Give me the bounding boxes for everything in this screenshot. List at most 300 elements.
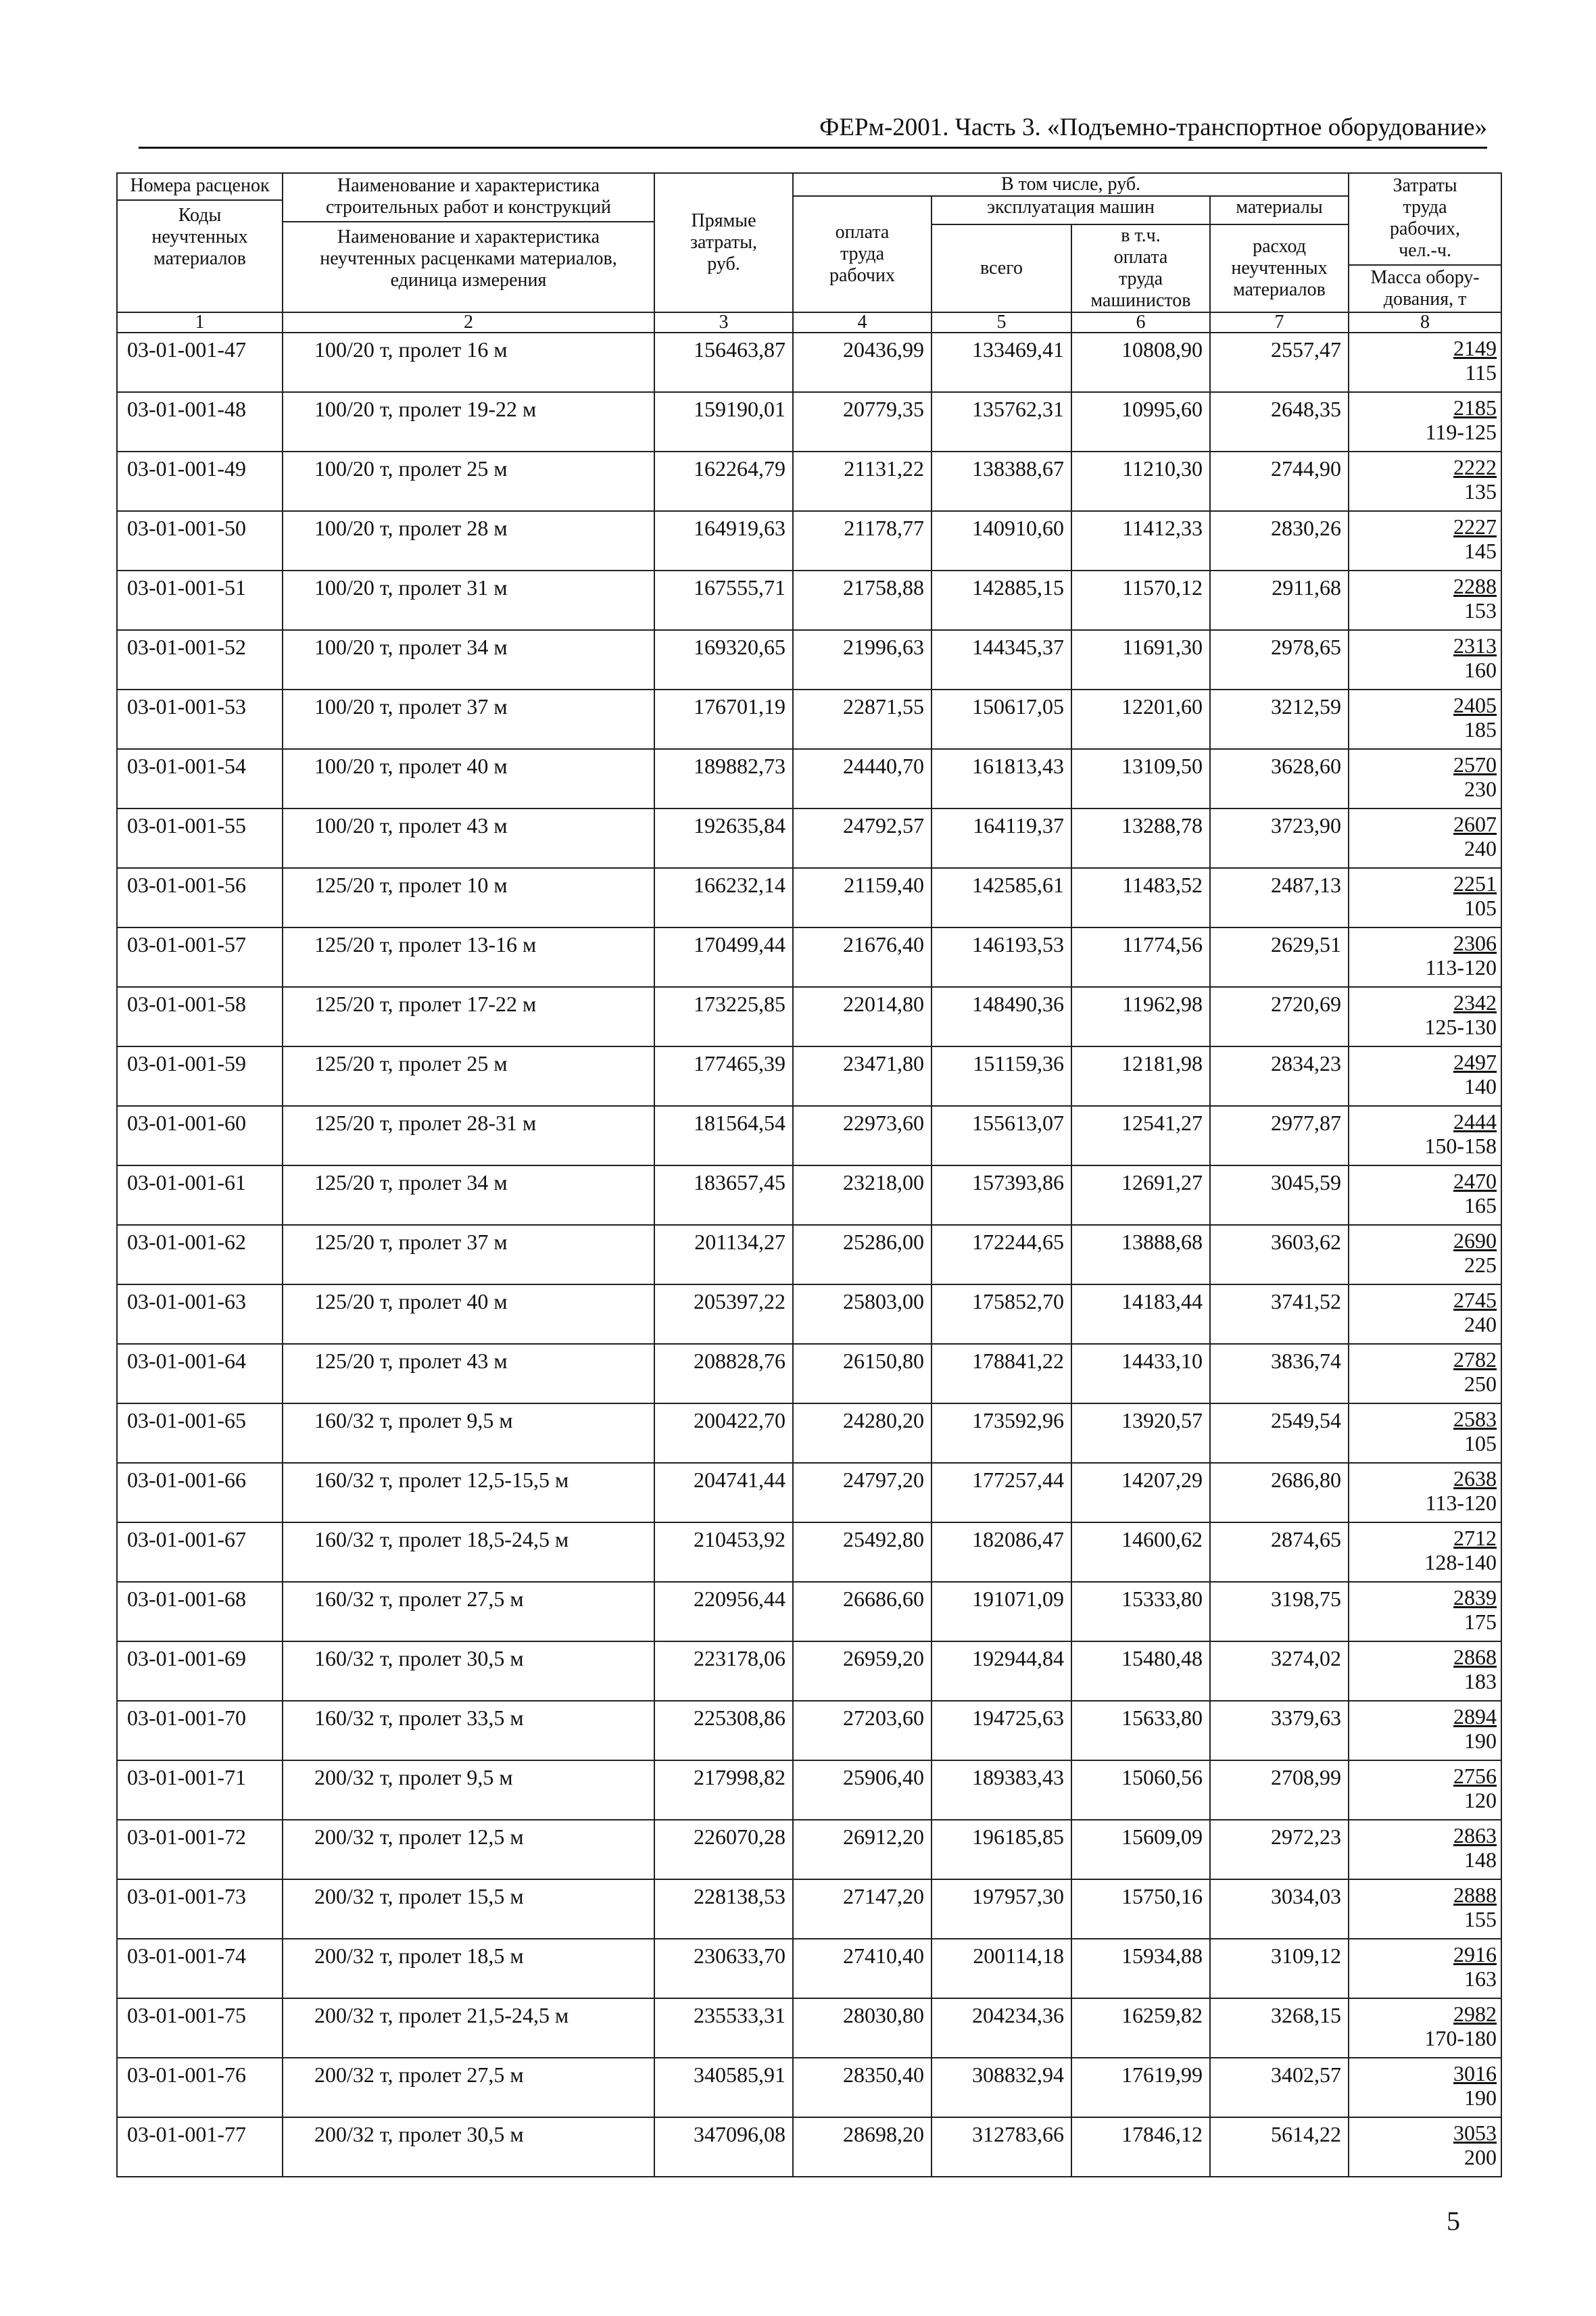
table-row <box>117 690 1501 749</box>
worker-wages: 28350,40 <box>793 2058 932 2117</box>
labor-mass-cell <box>1349 987 1501 1046</box>
header-operator-wages: в т.ч. оплата труда машинистов <box>1071 224 1210 312</box>
rate-name: 125/20 т, пролет 28-31 м <box>283 1106 654 1165</box>
operator-wages: 17619,99 <box>1071 2058 1210 2117</box>
machines-total: 308832,94 <box>932 2058 1071 2117</box>
labor-hours: 2894 <box>1453 1704 1497 1729</box>
rate-name: 200/32 т, пролет 30,5 м <box>283 2117 654 2177</box>
machines-total: 182086,47 <box>932 1522 1071 1582</box>
labor-mass-cell <box>1349 1403 1501 1463</box>
equipment-mass: 113-120 <box>1425 1491 1497 1515</box>
labor-mass-cell <box>1349 749 1501 809</box>
operator-wages: 13288,78 <box>1071 809 1210 868</box>
operator-wages: 15750,16 <box>1071 1879 1210 1939</box>
direct-costs: 162264,79 <box>654 452 793 511</box>
labor-hours: 2313 <box>1453 633 1497 658</box>
machines-total: 177257,44 <box>932 1463 1071 1522</box>
worker-wages: 27203,60 <box>793 1701 932 1760</box>
rate-code: 03-01-001-73 <box>117 1879 283 1939</box>
labor-hours: 2149 <box>1453 336 1497 360</box>
header-labor-costs: Затраты труда рабочих, чел.-ч. <box>1349 174 1501 266</box>
direct-costs: 220956,44 <box>654 1582 793 1641</box>
table-row <box>117 1165 1501 1225</box>
equipment-mass: 148 <box>1464 1848 1497 1872</box>
direct-costs: 156463,87 <box>654 333 793 392</box>
equipment-mass: 240 <box>1464 1312 1497 1336</box>
materials-cost: 5614,22 <box>1210 2117 1349 2177</box>
labor-mass-cell <box>1349 2117 1501 2177</box>
operator-wages: 17846,12 <box>1071 2117 1210 2177</box>
rate-name: 200/32 т, пролет 9,5 м <box>283 1760 654 1820</box>
labor-hours: 3053 <box>1453 2121 1497 2145</box>
materials-cost: 3212,59 <box>1210 690 1349 749</box>
labor-mass-cell <box>1349 1344 1501 1403</box>
header-worker-wages: оплата труда рабочих <box>793 196 932 312</box>
worker-wages: 26686,60 <box>793 1582 932 1641</box>
direct-costs: 217998,82 <box>654 1760 793 1820</box>
operator-wages: 11570,12 <box>1071 571 1210 630</box>
equipment-mass: 105 <box>1464 1431 1497 1455</box>
labor-mass-cell <box>1349 1463 1501 1522</box>
equipment-mass: 128-140 <box>1424 1550 1497 1574</box>
operator-wages: 14183,44 <box>1071 1284 1210 1344</box>
materials-cost: 2557,47 <box>1210 333 1349 392</box>
labor-hours: 2888 <box>1453 1883 1497 1907</box>
machines-total: 151159,36 <box>932 1046 1071 1106</box>
rate-code: 03-01-001-58 <box>117 987 283 1046</box>
rate-code: 03-01-001-49 <box>117 452 283 511</box>
rate-code: 03-01-001-68 <box>117 1582 283 1641</box>
rate-name: 100/20 т, пролет 28 м <box>283 511 654 571</box>
operator-wages: 16259,82 <box>1071 1998 1210 2058</box>
labor-mass-cell <box>1349 1939 1501 1998</box>
equipment-mass: 240 <box>1464 836 1497 861</box>
rate-code: 03-01-001-65 <box>117 1403 283 1463</box>
labor-hours: 2916 <box>1453 1942 1497 1967</box>
table-row <box>117 2117 1501 2177</box>
labor-mass-cell <box>1349 1760 1501 1820</box>
column-number: 1 <box>117 312 283 333</box>
worker-wages: 21131,22 <box>793 452 932 511</box>
operator-wages: 15480,48 <box>1071 1641 1210 1701</box>
equipment-mass: 230 <box>1464 777 1497 801</box>
table-row <box>117 1225 1501 1284</box>
rate-name: 100/20 т, пролет 43 м <box>283 809 654 868</box>
machines-total: 148490,36 <box>932 987 1071 1046</box>
worker-wages: 24440,70 <box>793 749 932 809</box>
header-work-name: Наименование и характеристика строительных работ и конструкций <box>283 174 654 222</box>
materials-cost: 3268,15 <box>1210 1998 1349 2058</box>
equipment-mass: 163 <box>1464 1967 1497 1991</box>
rate-code: 03-01-001-66 <box>117 1463 283 1522</box>
rate-name: 200/32 т, пролет 12,5 м <box>283 1820 654 1879</box>
materials-cost: 3402,57 <box>1210 2058 1349 2117</box>
rate-name: 200/32 т, пролет 27,5 м <box>283 2058 654 2117</box>
labor-hours: 2690 <box>1453 1228 1497 1253</box>
materials-cost: 3723,90 <box>1210 809 1349 868</box>
rate-name: 200/32 т, пролет 21,5-24,5 м <box>283 1998 654 2058</box>
machines-total: 196185,85 <box>932 1820 1071 1879</box>
operator-wages: 14600,62 <box>1071 1522 1210 1582</box>
worker-wages: 26959,20 <box>793 1641 932 1701</box>
header-material-codes: Коды неучтенных материалов <box>151 205 248 269</box>
equipment-mass: 120 <box>1464 1788 1497 1812</box>
labor-mass-cell <box>1349 571 1501 630</box>
labor-mass-cell <box>1349 452 1501 511</box>
table-row <box>117 749 1501 809</box>
worker-wages: 23471,80 <box>793 1046 932 1106</box>
materials-cost: 2648,35 <box>1210 392 1349 452</box>
rate-name: 100/20 т, пролет 16 м <box>283 333 654 392</box>
worker-wages: 27410,40 <box>793 1939 932 1998</box>
worker-wages: 20436,99 <box>793 333 932 392</box>
direct-costs: 177465,39 <box>654 1046 793 1106</box>
equipment-mass: 135 <box>1464 479 1497 504</box>
equipment-mass: 140 <box>1464 1074 1497 1099</box>
direct-costs: 169320,65 <box>654 630 793 690</box>
materials-cost: 2487,13 <box>1210 868 1349 927</box>
operator-wages: 11483,52 <box>1071 868 1210 927</box>
price-table <box>116 172 1502 2177</box>
table-row <box>117 1522 1501 1582</box>
operator-wages: 12541,27 <box>1071 1106 1210 1165</box>
worker-wages: 24280,20 <box>793 1403 932 1463</box>
rate-name: 125/20 т, пролет 25 м <box>283 1046 654 1106</box>
labor-hours: 2863 <box>1453 1823 1497 1848</box>
materials-cost: 2708,99 <box>1210 1760 1349 1820</box>
rate-name: 160/32 т, пролет 12,5-15,5 м <box>283 1463 654 1522</box>
materials-cost: 3198,75 <box>1210 1582 1349 1641</box>
rate-code: 03-01-001-75 <box>117 1998 283 2058</box>
table-row <box>117 1939 1501 1998</box>
direct-costs: 230633,70 <box>654 1939 793 1998</box>
direct-costs: 208828,76 <box>654 1344 793 1403</box>
labor-hours: 2405 <box>1453 693 1497 717</box>
labor-mass-cell <box>1349 2058 1501 2117</box>
rate-code: 03-01-001-62 <box>117 1225 283 1284</box>
worker-wages: 26150,80 <box>793 1344 932 1403</box>
rate-name: 125/20 т, пролет 43 м <box>283 1344 654 1403</box>
header-materials: материалы <box>1210 196 1349 224</box>
operator-wages: 15333,80 <box>1071 1582 1210 1641</box>
labor-hours: 2638 <box>1453 1466 1497 1491</box>
materials-cost: 3603,62 <box>1210 1225 1349 1284</box>
direct-costs: 205397,22 <box>654 1284 793 1344</box>
labor-hours: 2288 <box>1453 574 1497 598</box>
table-row <box>117 1820 1501 1879</box>
operator-wages: 14433,10 <box>1071 1344 1210 1403</box>
rate-code: 03-01-001-74 <box>117 1939 283 1998</box>
machines-total: 142885,15 <box>932 571 1071 630</box>
header-names <box>283 173 654 312</box>
machines-total: 200114,18 <box>932 1939 1071 1998</box>
rate-code: 03-01-001-51 <box>117 571 283 630</box>
labor-mass-cell <box>1349 1641 1501 1701</box>
rate-code: 03-01-001-72 <box>117 1820 283 1879</box>
equipment-mass: 185 <box>1464 717 1497 742</box>
operator-wages: 11774,56 <box>1071 927 1210 987</box>
labor-mass-cell <box>1349 809 1501 868</box>
materials-cost: 3379,63 <box>1210 1701 1349 1760</box>
table-row <box>117 1344 1501 1403</box>
equipment-mass: 225 <box>1464 1253 1497 1277</box>
operator-wages: 15633,80 <box>1071 1701 1210 1760</box>
labor-mass-cell <box>1349 511 1501 571</box>
labor-hours: 2583 <box>1453 1407 1497 1431</box>
labor-mass-cell <box>1349 1879 1501 1939</box>
machines-total: 138388,67 <box>932 452 1071 511</box>
labor-mass-cell <box>1349 1106 1501 1165</box>
table-row <box>117 1641 1501 1701</box>
labor-mass-cell <box>1349 333 1501 392</box>
equipment-mass: 145 <box>1464 539 1497 563</box>
equipment-mass: 115 <box>1465 360 1497 385</box>
worker-wages: 20779,35 <box>793 392 932 452</box>
materials-cost: 2830,26 <box>1210 511 1349 571</box>
direct-costs: 170499,44 <box>654 927 793 987</box>
machines-total: 157393,86 <box>932 1165 1071 1225</box>
machines-total: 173592,96 <box>932 1403 1071 1463</box>
table-row <box>117 571 1501 630</box>
materials-cost: 2911,68 <box>1210 571 1349 630</box>
direct-costs: 201134,27 <box>654 1225 793 1284</box>
table-row <box>117 333 1501 392</box>
direct-costs: 225308,86 <box>654 1701 793 1760</box>
running-header <box>139 112 1487 149</box>
table-row <box>117 452 1501 511</box>
labor-hours: 2306 <box>1453 931 1497 955</box>
labor-mass-cell <box>1349 1522 1501 1582</box>
equipment-mass: 125-130 <box>1424 1015 1497 1039</box>
equipment-mass: 155 <box>1464 1907 1497 1931</box>
direct-costs: 340585,91 <box>654 2058 793 2117</box>
operator-wages: 13920,57 <box>1071 1403 1210 1463</box>
header-direct-costs: Прямые затраты, руб. <box>654 173 793 312</box>
worker-wages: 22871,55 <box>793 690 932 749</box>
rate-name: 160/32 т, пролет 18,5-24,5 м <box>283 1522 654 1582</box>
operator-wages: 12691,27 <box>1071 1165 1210 1225</box>
equipment-mass: 165 <box>1464 1193 1497 1217</box>
table-row <box>117 987 1501 1046</box>
table-row <box>117 1760 1501 1820</box>
labor-hours: 2470 <box>1453 1169 1497 1193</box>
operator-wages: 15609,09 <box>1071 1820 1210 1879</box>
labor-mass-cell <box>1349 1165 1501 1225</box>
worker-wages: 21996,63 <box>793 630 932 690</box>
table-row <box>117 1106 1501 1165</box>
materials-cost: 3274,02 <box>1210 1641 1349 1701</box>
labor-mass-cell <box>1349 392 1501 452</box>
machines-total: 144345,37 <box>932 630 1071 690</box>
machines-total: 194725,63 <box>932 1701 1071 1760</box>
equipment-mass: 150-158 <box>1424 1134 1497 1158</box>
rate-name: 200/32 т, пролет 18,5 м <box>283 1939 654 1998</box>
rate-code: 03-01-001-69 <box>117 1641 283 1701</box>
direct-costs: 189882,73 <box>654 749 793 809</box>
machines-total: 140910,60 <box>932 511 1071 571</box>
operator-wages: 11691,30 <box>1071 630 1210 690</box>
labor-hours: 2745 <box>1453 1288 1497 1312</box>
direct-costs: 192635,84 <box>654 809 793 868</box>
materials-cost: 2874,65 <box>1210 1522 1349 1582</box>
labor-hours: 2570 <box>1453 752 1497 777</box>
equipment-mass: 190 <box>1464 1729 1497 1753</box>
worker-wages: 24797,20 <box>793 1463 932 1522</box>
materials-cost: 2629,51 <box>1210 927 1349 987</box>
worker-wages: 25803,00 <box>793 1284 932 1344</box>
machines-total: 133469,41 <box>932 333 1071 392</box>
rate-code: 03-01-001-54 <box>117 749 283 809</box>
equipment-mass: 119-125 <box>1425 420 1497 444</box>
labor-mass-cell <box>1349 868 1501 927</box>
operator-wages: 11210,30 <box>1071 452 1210 511</box>
machines-total: 161813,43 <box>932 749 1071 809</box>
rate-code: 03-01-001-53 <box>117 690 283 749</box>
header-codes <box>117 173 283 312</box>
direct-costs: 235533,31 <box>654 1998 793 2058</box>
table-row <box>117 392 1501 452</box>
table-row <box>117 1879 1501 1939</box>
materials-cost: 2977,87 <box>1210 1106 1349 1165</box>
worker-wages: 25906,40 <box>793 1760 932 1820</box>
table-row <box>117 1046 1501 1106</box>
labor-hours: 2185 <box>1453 395 1497 420</box>
labor-mass-cell <box>1349 1284 1501 1344</box>
machines-total: 189383,43 <box>932 1760 1071 1820</box>
header-including-group: В том числе, руб. <box>793 173 1349 196</box>
operator-wages: 10808,90 <box>1071 333 1210 392</box>
table-row <box>117 809 1501 868</box>
rate-name: 125/20 т, пролет 17-22 м <box>283 987 654 1046</box>
labor-hours: 2227 <box>1453 514 1497 539</box>
materials-cost: 2744,90 <box>1210 452 1349 511</box>
machines-total: 191071,09 <box>932 1582 1071 1641</box>
header-equipment-mass: Масса обору- дования, т <box>1370 267 1480 310</box>
machines-total: 142585,61 <box>932 868 1071 927</box>
worker-wages: 28698,20 <box>793 2117 932 2177</box>
labor-hours: 2342 <box>1453 990 1497 1015</box>
operator-wages: 15060,56 <box>1071 1760 1210 1820</box>
document-title: ФЕРм-2001. Часть 3. «Подъемно-транспортное оборудование» <box>819 114 1487 141</box>
direct-costs: 228138,53 <box>654 1879 793 1939</box>
column-numbers-row <box>117 312 1501 333</box>
materials-cost: 2720,69 <box>1210 987 1349 1046</box>
rate-code: 03-01-001-64 <box>117 1344 283 1403</box>
materials-cost: 2972,23 <box>1210 1820 1349 1879</box>
rate-code: 03-01-001-48 <box>117 392 283 452</box>
header-machine-operation: эксплуатация машин <box>932 196 1210 224</box>
table-header-row-1 <box>117 173 1501 196</box>
rate-name: 100/20 т, пролет 31 м <box>283 571 654 630</box>
machines-total: 192944,84 <box>932 1641 1071 1701</box>
labor-hours: 2607 <box>1453 812 1497 836</box>
labor-mass-cell <box>1349 630 1501 690</box>
header-material-consumption: расход неучтенных материалов <box>1210 224 1349 312</box>
labor-hours: 3016 <box>1453 2061 1497 2085</box>
table-row <box>117 2058 1501 2117</box>
rate-code: 03-01-001-60 <box>117 1106 283 1165</box>
machines-total: 164119,37 <box>932 809 1071 868</box>
operator-wages: 11412,33 <box>1071 511 1210 571</box>
rate-code: 03-01-001-70 <box>117 1701 283 1760</box>
rate-code: 03-01-001-71 <box>117 1760 283 1820</box>
labor-mass-cell <box>1349 927 1501 987</box>
labor-mass-cell <box>1349 1046 1501 1106</box>
operator-wages: 13109,50 <box>1071 749 1210 809</box>
worker-wages: 27147,20 <box>793 1879 932 1939</box>
header-machines-total: всего <box>932 224 1071 312</box>
column-number: 7 <box>1210 312 1349 333</box>
machines-total: 312783,66 <box>932 2117 1071 2177</box>
worker-wages: 22014,80 <box>793 987 932 1046</box>
direct-costs: 166232,14 <box>654 868 793 927</box>
worker-wages: 22973,60 <box>793 1106 932 1165</box>
direct-costs: 181564,54 <box>654 1106 793 1165</box>
direct-costs: 176701,19 <box>654 690 793 749</box>
rate-code: 03-01-001-77 <box>117 2117 283 2177</box>
labor-mass-cell <box>1349 1701 1501 1760</box>
operator-wages: 12201,60 <box>1071 690 1210 749</box>
equipment-mass: 105 <box>1464 896 1497 920</box>
rate-name: 160/32 т, пролет 27,5 м <box>283 1582 654 1641</box>
operator-wages: 11962,98 <box>1071 987 1210 1046</box>
column-number: 3 <box>654 312 793 333</box>
table-body <box>117 333 1501 2177</box>
equipment-mass: 250 <box>1464 1372 1497 1396</box>
labor-mass-cell <box>1349 1998 1501 2058</box>
labor-hours: 2444 <box>1453 1109 1497 1134</box>
direct-costs: 167555,71 <box>654 571 793 630</box>
labor-hours: 2251 <box>1453 871 1497 896</box>
machines-total: 150617,05 <box>932 690 1071 749</box>
operator-wages: 12181,98 <box>1071 1046 1210 1106</box>
operator-wages: 13888,68 <box>1071 1225 1210 1284</box>
table-row <box>117 868 1501 927</box>
rate-code: 03-01-001-52 <box>117 630 283 690</box>
table-row <box>117 1701 1501 1760</box>
labor-hours: 2982 <box>1453 2002 1497 2026</box>
labor-mass-cell <box>1349 690 1501 749</box>
worker-wages: 25286,00 <box>793 1225 932 1284</box>
direct-costs: 200422,70 <box>654 1403 793 1463</box>
column-number: 2 <box>283 312 654 333</box>
direct-costs: 347096,08 <box>654 2117 793 2177</box>
table-row <box>117 630 1501 690</box>
machines-total: 175852,70 <box>932 1284 1071 1344</box>
machines-total: 146193,53 <box>932 927 1071 987</box>
materials-cost: 3109,12 <box>1210 1939 1349 1998</box>
table-row <box>117 511 1501 571</box>
materials-cost: 2834,23 <box>1210 1046 1349 1106</box>
table-row <box>117 1284 1501 1344</box>
direct-costs: 226070,28 <box>654 1820 793 1879</box>
column-number: 4 <box>793 312 932 333</box>
labor-hours: 2782 <box>1453 1347 1497 1372</box>
labor-hours: 2497 <box>1453 1050 1497 1074</box>
equipment-mass: 113-120 <box>1425 955 1497 980</box>
rate-name: 160/32 т, пролет 33,5 м <box>283 1701 654 1760</box>
materials-cost: 2549,54 <box>1210 1403 1349 1463</box>
labor-mass-cell <box>1349 1225 1501 1284</box>
materials-cost: 3034,03 <box>1210 1879 1349 1939</box>
header-rate-numbers: Номера расценок <box>118 174 282 201</box>
operator-wages: 10995,60 <box>1071 392 1210 452</box>
direct-costs: 164919,63 <box>654 511 793 571</box>
column-number: 8 <box>1349 312 1501 333</box>
materials-cost: 2978,65 <box>1210 630 1349 690</box>
rate-code: 03-01-001-76 <box>117 2058 283 2117</box>
rate-code: 03-01-001-61 <box>117 1165 283 1225</box>
